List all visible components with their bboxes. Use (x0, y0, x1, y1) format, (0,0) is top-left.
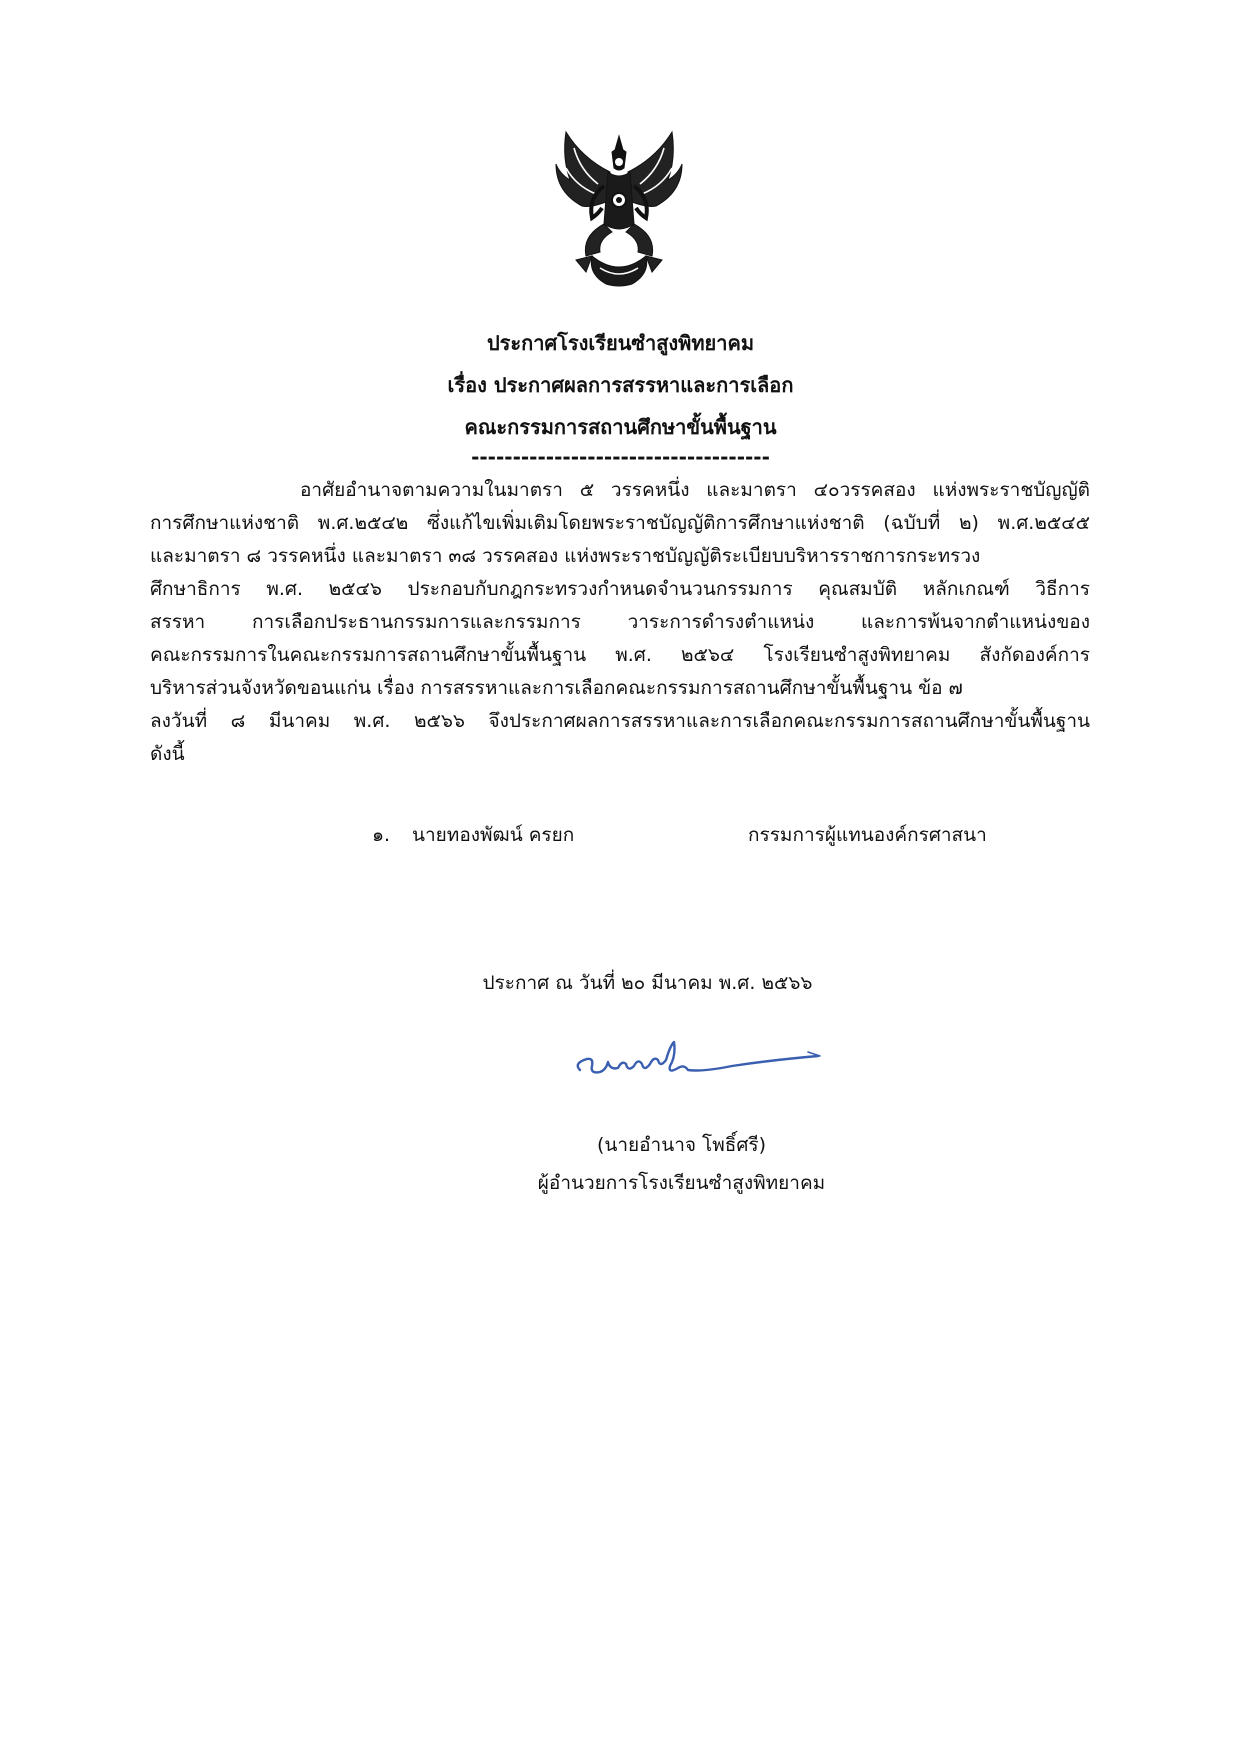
body-line: สรรหา การเลือกประธานกรรมการและกรรมการ วาระการดำรงตำแหน่ง และการพ้นจากตำแหน่งของ (150, 611, 1090, 633)
member-number: ๑. (372, 824, 391, 846)
body-paragraph (150, 474, 1090, 771)
garuda-emblem-icon (552, 128, 686, 288)
member-row (372, 818, 1012, 852)
signer-name: (นายอำนาจ โพธิ์ศรี) (596, 1134, 767, 1156)
subject-line-continued: คณะกรรมการสถานศึกษาขั้นพื้นฐาน (464, 415, 777, 439)
body-line: ลงวันที่ ๘ มีนาคม พ.ศ. ๒๕๖๖ จึงประกาศผลการสรรหาและการเลือกคณะกรรมการสถานศึกษาขั้นพื้นฐาน (150, 710, 1090, 732)
body-line: ศึกษาธิการ พ.ศ. ๒๕๔๖ ประกอบกับกฎกระทรวงกำหนดจำนวนกรรมการ คุณสมบัติ หลักเกณฑ์ วิธีการ (150, 578, 1090, 600)
subject-line: เรื่อง ประกาศผลการสรรหาและการเลือก (447, 373, 794, 397)
body-line: ดังนี้ (150, 743, 185, 765)
body-line: การศึกษาแห่งชาติ พ.ศ.๒๕๔๒ ซึ่งแก้ไขเพิ่มเติมโดยพระราชบัญญัติการศึกษาแห่งชาติ (ฉบับที่ ๒) พ.ศ.๒๕๔๕ (150, 512, 1090, 534)
body-line: และมาตรา ๘ วรรคหนึ่ง และมาตรา ๓๘ วรรคสอง แห่งพระราชบัญญัติระเบียบบริหารราชการกระทรวง (150, 545, 981, 567)
title-divider: ------------------------------------ (471, 445, 770, 469)
title-block (0, 322, 1241, 469)
announcement-title: ประกาศโรงเรียนซำสูงพิทยาคม (486, 331, 755, 355)
member-role: กรรมการผู้แทนองค์กรศาสนา (748, 824, 987, 846)
body-line: อาศัยอำนาจตามความในมาตรา ๕ วรรคหนึ่ง และมาตรา ๔๐วรรคสอง แห่งพระราชบัญญัติ (300, 479, 1090, 501)
announcement-date: ประกาศ ณ วันที่ ๒๐ มีนาคม พ.ศ. ๒๕๖๖ (482, 972, 813, 994)
handwritten-signature (572, 1030, 824, 1094)
member-name: นายทองพัฒน์ ครยก (412, 824, 575, 846)
body-line: บริหารส่วนจังหวัดขอนแก่น เรื่อง การสรรหาและการเลือกคณะกรรมการสถานศึกษาขั้นพื้นฐาน ข้อ ๗ (150, 677, 963, 699)
body-line: คณะกรรมการในคณะกรรมการสถานศึกษาขั้นพื้นฐาน พ.ศ. ๒๕๖๔ โรงเรียนซำสูงพิทยาคม สังกัดองค์การ (150, 644, 1090, 666)
signer-title: ผู้อำนวยการโรงเรียนซำสูงพิทยาคม (537, 1172, 826, 1194)
